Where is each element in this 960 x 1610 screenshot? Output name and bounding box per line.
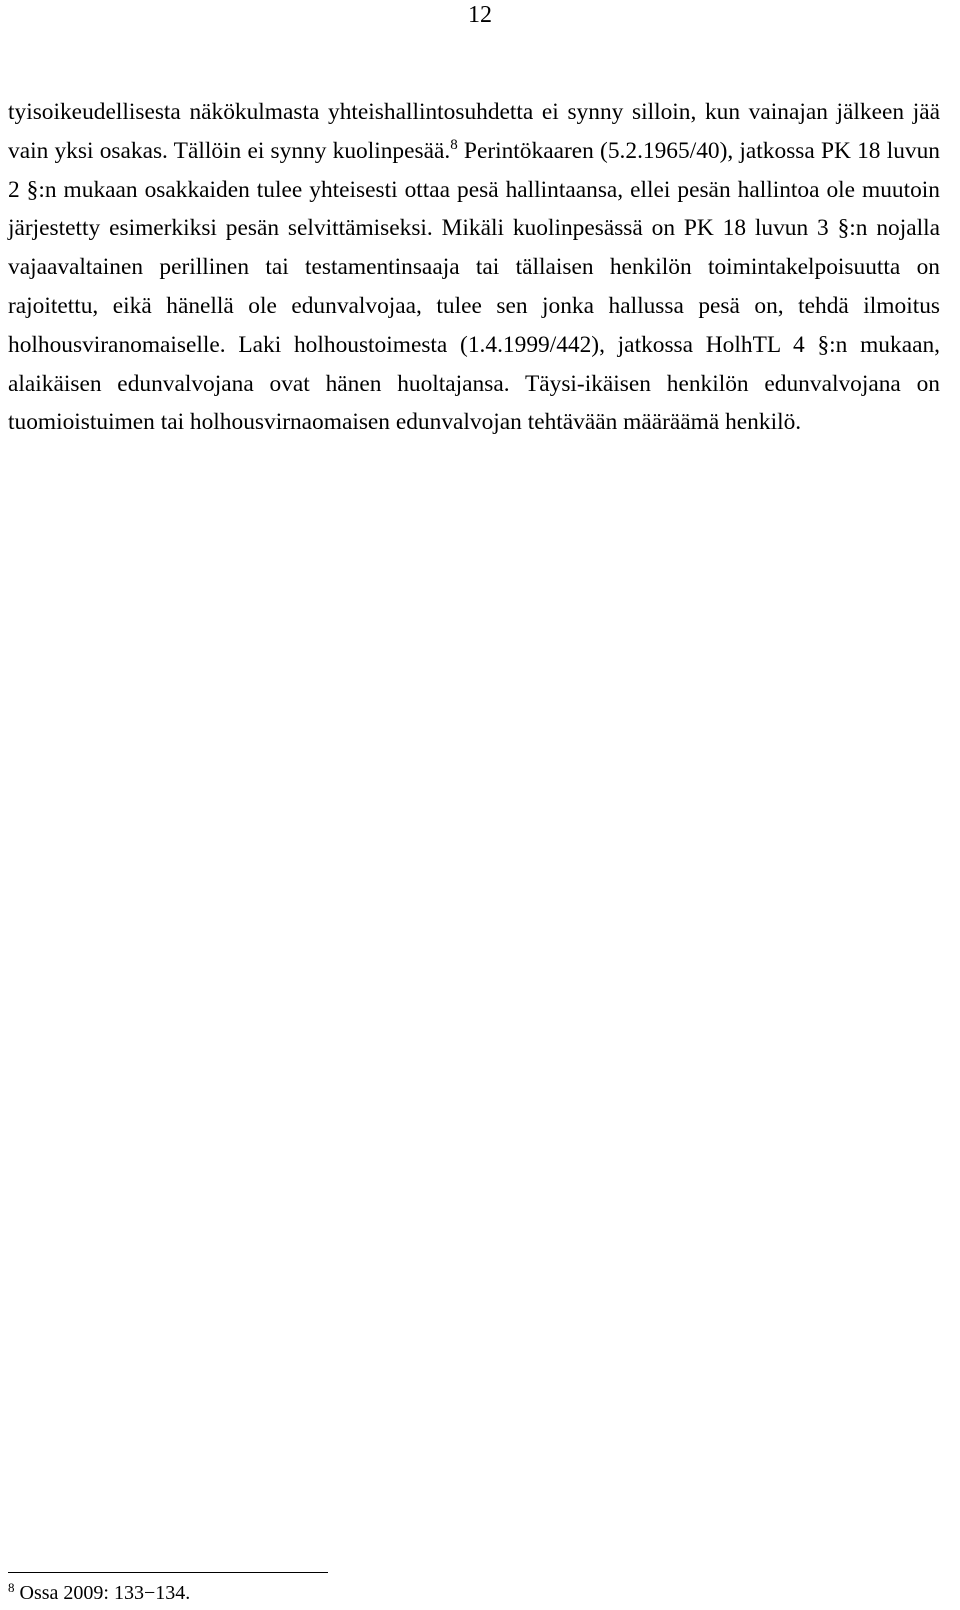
footnote [8, 1580, 190, 1606]
paragraph-text-start: tyisoikeudellisesta näkökulmasta yhteishallintosuhdetta ei synny silloin, kun vainajan jälkeen jää vain yksi osakas. Tällöin ei synny kuolinpesää. [8, 99, 940, 164]
paragraph-text-end: Perintökaaren (5.2.1965/40), jatkossa PK 18 luvun 2 §:n mukaan osakkaiden tulee yhteisesti ottaa pesä hallintaansa, ellei pesän hallintoa ole muutoin järjestetty esimerkiksi pesän selvittämiseksi. Mikäli kuolinpesässä on PK 18 luvun 3 §:n nojalla vajaavaltainen perillinen tai testamentinsaaja tai tällaisen henkilön toimintakelpoisuutta on rajoitettu, eikä hänellä ole edunvalvojaa, tulee sen jonka hallussa pesä on, tehdä ilmoitus holhousviranomaiselle. Laki holhoustoimesta (1.4.1999/442), jatkossa HolhTL 4 §:n mukaan, alaikäisen edunvalvojana ovat hänen huoltajansa. Täysi-ikäisen henkilön edunvalvojana on tuomioistuimen tai holhousvirnaomaisen edunvalvojan tehtävään määräämä henkilö. [8, 137, 940, 436]
footnote-marker: 8 [8, 1580, 15, 1595]
footnote-separator [8, 1572, 328, 1573]
footnote-text: Ossa 2009: 133−134. [14, 1582, 191, 1604]
footnote-reference[interactable]: 8 [450, 136, 458, 153]
body-paragraph [8, 93, 940, 442]
page-number: 12 [468, 2, 492, 28]
